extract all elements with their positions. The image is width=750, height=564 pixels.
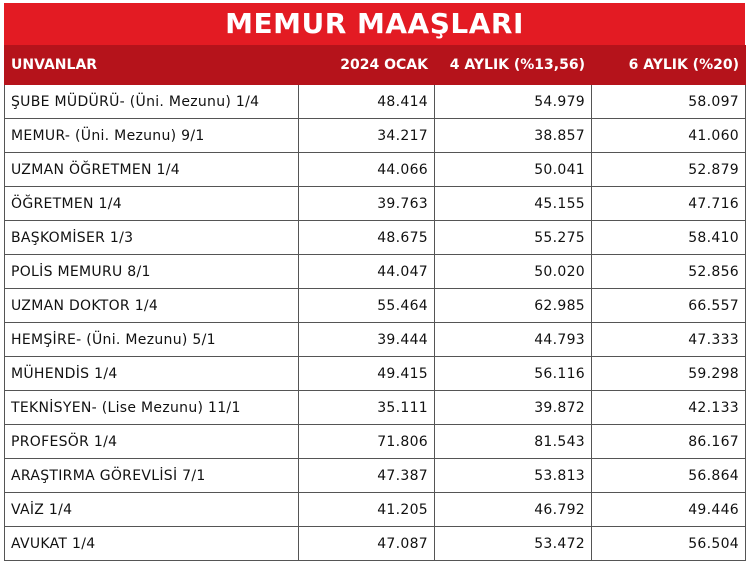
cell-6-aylik: 66.557: [592, 289, 746, 323]
cell-6-aylik: 49.446: [592, 493, 746, 527]
cell-4-aylik: 45.155: [435, 187, 592, 221]
cell-4-aylik: 54.979: [435, 85, 592, 119]
cell-2024-ocak: 34.217: [299, 119, 435, 153]
table-row: [5, 187, 746, 221]
column-header-6-aylik: 6 AYLIK (%20): [592, 46, 746, 85]
cell-4-aylik: 46.792: [435, 493, 592, 527]
cell-2024-ocak: 48.414: [299, 85, 435, 119]
column-header-2024-ocak: 2024 OCAK: [299, 46, 435, 85]
table-row: [5, 391, 746, 425]
table-row: [5, 527, 746, 561]
cell-2024-ocak: 39.763: [299, 187, 435, 221]
cell-6-aylik: 56.504: [592, 527, 746, 561]
cell-4-aylik: 81.543: [435, 425, 592, 459]
cell-title: ÖĞRETMEN 1/4: [5, 187, 299, 221]
cell-4-aylik: 39.872: [435, 391, 592, 425]
cell-6-aylik: 47.333: [592, 323, 746, 357]
cell-6-aylik: 59.298: [592, 357, 746, 391]
table-body: [5, 85, 746, 561]
cell-4-aylik: 50.041: [435, 153, 592, 187]
cell-title: VAİZ 1/4: [5, 493, 299, 527]
cell-4-aylik: 53.813: [435, 459, 592, 493]
cell-title: ŞUBE MÜDÜRÜ- (Üni. Mezunu) 1/4: [5, 85, 299, 119]
cell-4-aylik: 62.985: [435, 289, 592, 323]
cell-2024-ocak: 39.444: [299, 323, 435, 357]
cell-6-aylik: 41.060: [592, 119, 746, 153]
table-row: [5, 153, 746, 187]
table-row: [5, 425, 746, 459]
cell-title: BAŞKOMİSER 1/3: [5, 221, 299, 255]
cell-2024-ocak: 44.066: [299, 153, 435, 187]
table-header-row: [5, 46, 746, 85]
salary-table: [4, 45, 746, 561]
cell-6-aylik: 52.856: [592, 255, 746, 289]
cell-6-aylik: 56.864: [592, 459, 746, 493]
cell-4-aylik: 38.857: [435, 119, 592, 153]
cell-4-aylik: 55.275: [435, 221, 592, 255]
cell-title: MEMUR- (Üni. Mezunu) 9/1: [5, 119, 299, 153]
cell-2024-ocak: 71.806: [299, 425, 435, 459]
cell-2024-ocak: 49.415: [299, 357, 435, 391]
cell-title: POLİS MEMURU 8/1: [5, 255, 299, 289]
cell-2024-ocak: 35.111: [299, 391, 435, 425]
cell-title: ARAŞTIRMA GÖREVLİSİ 7/1: [5, 459, 299, 493]
cell-title: MÜHENDİS 1/4: [5, 357, 299, 391]
table-row: [5, 255, 746, 289]
cell-title: AVUKAT 1/4: [5, 527, 299, 561]
table-row: [5, 357, 746, 391]
cell-title: UZMAN DOKTOR 1/4: [5, 289, 299, 323]
cell-2024-ocak: 44.047: [299, 255, 435, 289]
cell-4-aylik: 53.472: [435, 527, 592, 561]
column-header-unvanlar: UNVANLAR: [5, 46, 299, 85]
cell-title: TEKNİSYEN- (Lise Mezunu) 11/1: [5, 391, 299, 425]
cell-6-aylik: 58.410: [592, 221, 746, 255]
cell-2024-ocak: 47.087: [299, 527, 435, 561]
cell-6-aylik: 42.133: [592, 391, 746, 425]
cell-2024-ocak: 55.464: [299, 289, 435, 323]
cell-title: HEMŞİRE- (Üni. Mezunu) 5/1: [5, 323, 299, 357]
cell-2024-ocak: 48.675: [299, 221, 435, 255]
cell-4-aylik: 44.793: [435, 323, 592, 357]
table-row: [5, 289, 746, 323]
table-row: [5, 459, 746, 493]
cell-4-aylik: 56.116: [435, 357, 592, 391]
cell-6-aylik: 47.716: [592, 187, 746, 221]
column-header-4-aylik: 4 AYLIK (%13,56): [435, 46, 592, 85]
table-row: [5, 119, 746, 153]
cell-6-aylik: 52.879: [592, 153, 746, 187]
cell-6-aylik: 58.097: [592, 85, 746, 119]
cell-title: PROFESÖR 1/4: [5, 425, 299, 459]
cell-2024-ocak: 41.205: [299, 493, 435, 527]
cell-title: UZMAN ÖĞRETMEN 1/4: [5, 153, 299, 187]
table-row: [5, 221, 746, 255]
cell-2024-ocak: 47.387: [299, 459, 435, 493]
cell-6-aylik: 86.167: [592, 425, 746, 459]
table-row: [5, 323, 746, 357]
table-row: [5, 85, 746, 119]
cell-4-aylik: 50.020: [435, 255, 592, 289]
page-title: MEMUR MAAŞLARI: [4, 3, 745, 45]
table-row: [5, 493, 746, 527]
